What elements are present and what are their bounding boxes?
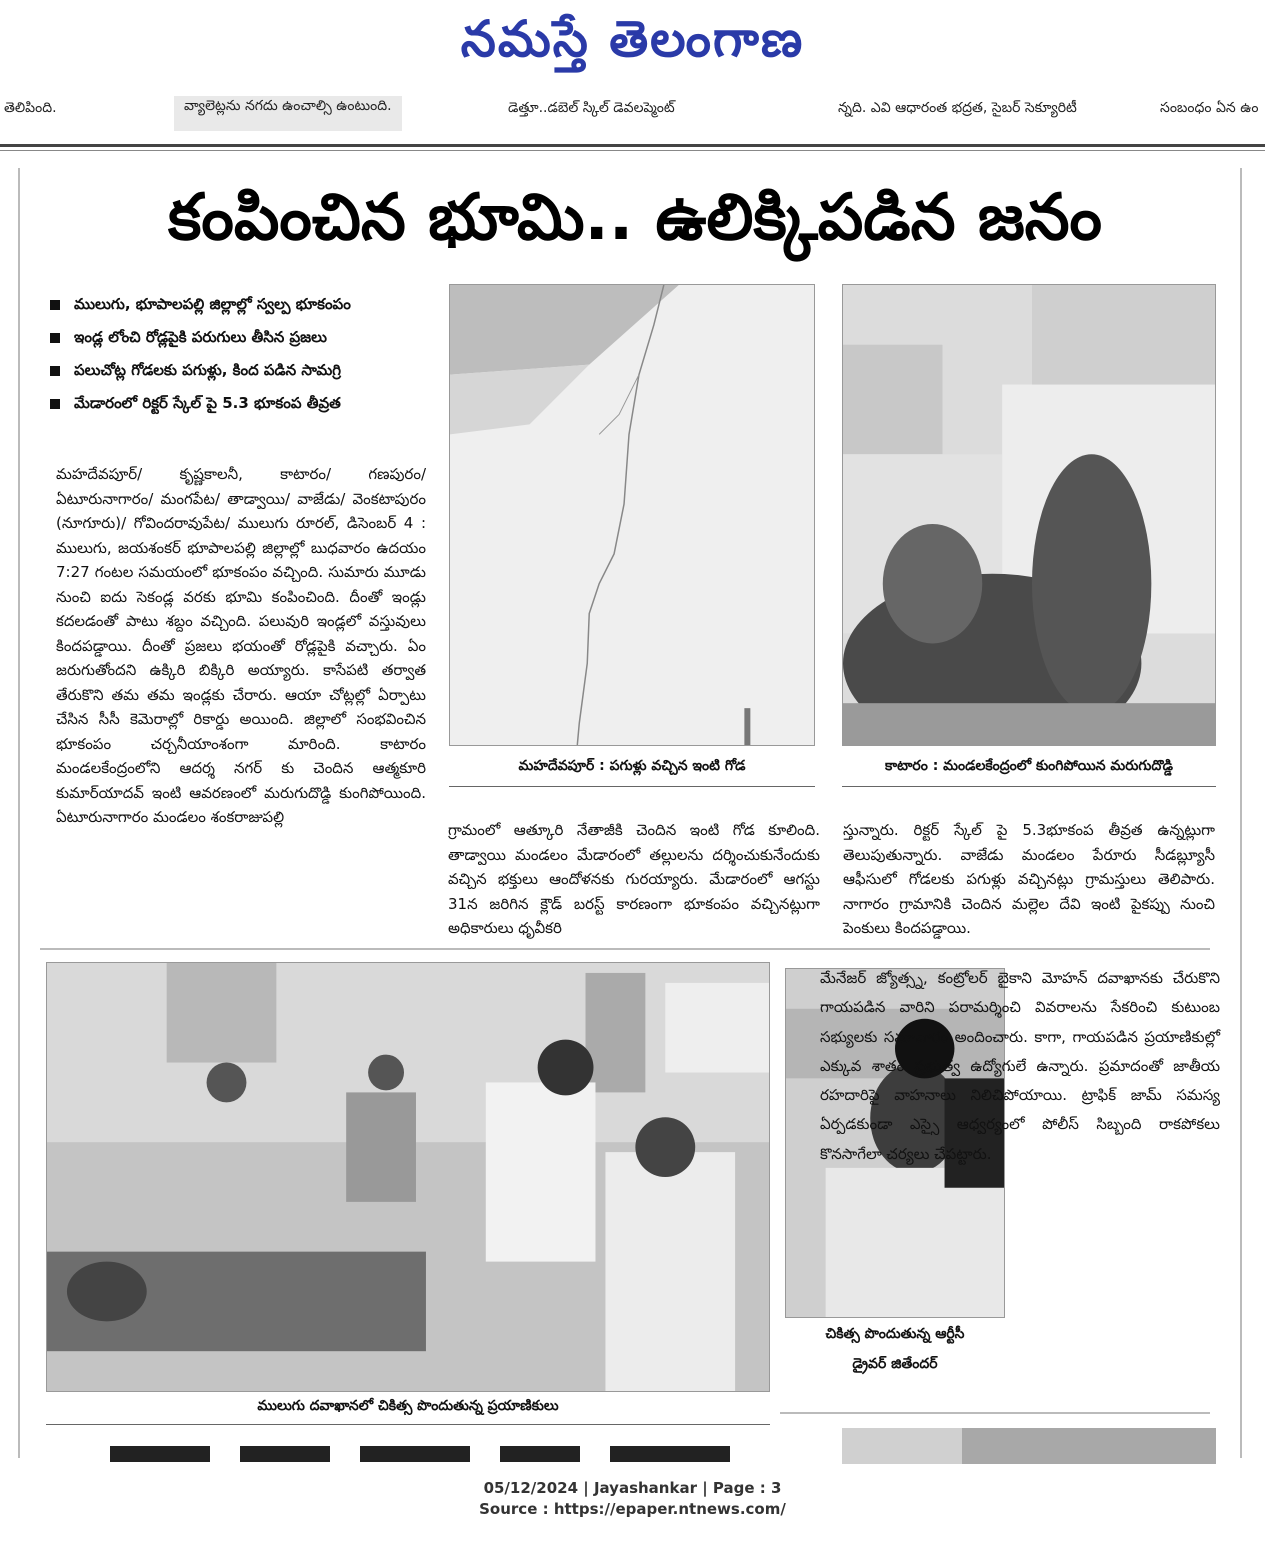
bullet-item: ఇండ్ల లోంచి రోడ్లపైకి పరుగులు తీసిన ప్రజలు [50,321,430,354]
bullet-item: ములుగు, భూపాలపల్లి జిల్లాల్లో స్వల్ప భూకంపం [50,288,430,321]
column-divider [1240,168,1242,1458]
hospital-photo [46,962,770,1392]
newspaper-logo: నమస్తే తెలంగాణ [460,9,805,68]
section-divider [780,1412,1210,1414]
article-column-1: మహదేవపూర్/ కృష్ణకాలనీ, కాటారం/ గణపురం/ ఏటూరునాగారం/ మంగపేట/ తాడ్వాయి/ వాజేడు/ వెంకటాపురం (నూగూరు)/ గోవిందరావుపేట/ ములుగు రూరల్, డిసెంబర్ 4 : ములుగు, జయశంకర్ భూపాలపల్లి జిల్లాల్లో బుధవారం ఉదయం 7:27 గంటల సమయంలో భూకంపం వచ్చింది. సుమారు మూడు నుంచి ఐదు సెకండ్ల వరకు భూమి కంపించింది. దీంతో ఇండ్లు కదలడంతో పాటు శబ్దం వచ్చింది. పలువురి ఇండ్లలో వస్తువులు కిందపడ్డాయి. దీంతో ప్రజలు భయంతో రోడ్లపైకి వచ్చారు. ఏం జరుగుతోందని ఉక్కిరి బిక్కిరి అయ్యారు. కాసేపటి తర్వాత తేరుకొని తమ తమ ఇండ్లకు చేరారు. ఆయా చోట్లల్లో ఏర్పాటు చేసిన సీసీ కెమెరాల్లో రికార్డు అయింది. జిల్లాలో సంభవించిన భూకంపం చర్చనీయాంశంగా మారింది. కాటారం మండలకేంద్రంలోని ఆదర్శ నగర్ కు చెందిన ఆత్మకూరి కుమార్‌యాదవ్ ఇంటి ఆవరణంలో మరుగుదొడ్డి కుంగిపోయింది. ఏటూరునాగారం మండలం శంకరాజుపల్లి [56,465,426,826]
article-column-3: స్తున్నారు. రిక్టర్ స్కేల్ పై 5.3భూకంప తీవ్రత ఉన్నట్లుగా తెలుపుతున్నారు. వాజేడు మండలం పేరూరు సీడబ్ల్యూసీ ఆఫీసులో గోడలకు పగుళ్లు వచ్చినట్లు గ్రామస్తులు తెలిపారు. నాగారం గ్రామానికి చెందిన మల్లెల దేవి ఇంటి పైకప్పు నుంచి పెంకులు కిందపడ్డాయి. [843,821,1215,937]
partial-next-headline [110,1440,770,1462]
ticker-text: న్నది. ఎవి ఆధారంత భద్రత, సైబర్ సెక్యూరిటీ [838,100,1077,116]
headline: కంపించిన భూమి.. ఉలిక్కిపడిన జనం [168,181,1102,255]
partial-photo [842,1428,1216,1464]
ticker-text: డెత్తూ..డబెల్ స్కిల్ డెవలప్మెంట్ [508,100,675,116]
divider [0,150,1265,151]
toilet-collapse-photo [842,284,1216,746]
page-footer [0,1478,1265,1520]
footer-date-line: 05/12/2024 | Jayashankar | Page : 3 [483,1479,782,1497]
section-divider [40,948,1210,950]
photo-caption: కాటారం : మండలకేంద్రంలో కుంగిపోయిన మరుగుదొడ్డి [884,758,1173,774]
masthead [0,0,1265,90]
divider [449,786,815,787]
top-ticker [0,94,1265,138]
bullet-item: మేడారంలో రిక్టర్ స్కేల్ పై 5.3 భూకంప తీవ్రత [50,387,430,420]
ticker-text: తెలిపింది. [4,100,57,116]
article-column-2: గ్రామంలో ఆత్కూరి నేతాజీకి చెందిన ఇంటి గోడ కూలింది. తాడ్వాయి మండలం మేడారంలో తల్లులను దర్శించుకునేందుకు వచ్చిన భక్తులు ఆందోళనకు గురయ్యారు. మేడారంలో ఆగస్టు 31న జరిగిన క్లౌడ్ బరస్ట్ కారణంగా భూకంపం వచ్చినట్లుగా అధికారులు ధృవీకరి [448,821,820,937]
bullet-item: పలుచోట్ల గోడలకు పగుళ్లు, కింద పడిన సామగ్రి [50,354,430,387]
photo-caption: డ్రైవర్ జితేందర్ [852,1356,938,1372]
column-divider [18,168,20,1458]
photo-caption: మహదేవపూర్ : పగుళ్లు వచ్చిన ఇంటి గోడ [518,758,746,774]
ticker-text: సంబంధం ఏన ఉం [1160,100,1259,116]
divider [842,786,1216,787]
highlight-bullets [50,288,430,420]
ticker-text: వ్యాలెట్లను నగదు ఉంచాల్సి ఉంటుంది. [174,96,402,131]
divider [0,144,1265,147]
photo-caption: ములుగు దవాఖానలో చికిత్స పొందుతున్న ప్రయాణికులు [257,1398,559,1414]
footer-source-line: Source : https://epaper.ntnews.com/ [479,1500,786,1518]
divider [46,1424,770,1425]
article-column-4: మేనేజర్ జ్యోత్స్న, కంట్రోలర్ బైకాని మోహన్ దవాఖానకు చేరుకొని గాయపడిన వారిని పరామర్శించి వివరాలను సేకరించి కుటుంబ సభ్యులకు సమాచారం అందించారు. కాగా, గాయపడిన ప్రయాణికుల్లో ఎక్కువ శాతం ప్రభుత్వ ఉద్యోగులే ఉన్నారు. ప్రమాదంతో జాతీయ రహదారిపై వాహనాలు నిలిచిపోయాయి. ట్రాఫిక్ జామ్ సమస్య ఏర్పడకుండా ఎస్సై ఆధ్వర్యంలో పోలీస్ సిబ్బంది రాకపోకలు కొనసాగేలా చర్యలు చేపట్టారు. [820,969,1220,1163]
wall-crack-photo [449,284,815,746]
photo-caption: చికిత్స పొందుతున్న ఆర్టీసీ [825,1326,965,1342]
